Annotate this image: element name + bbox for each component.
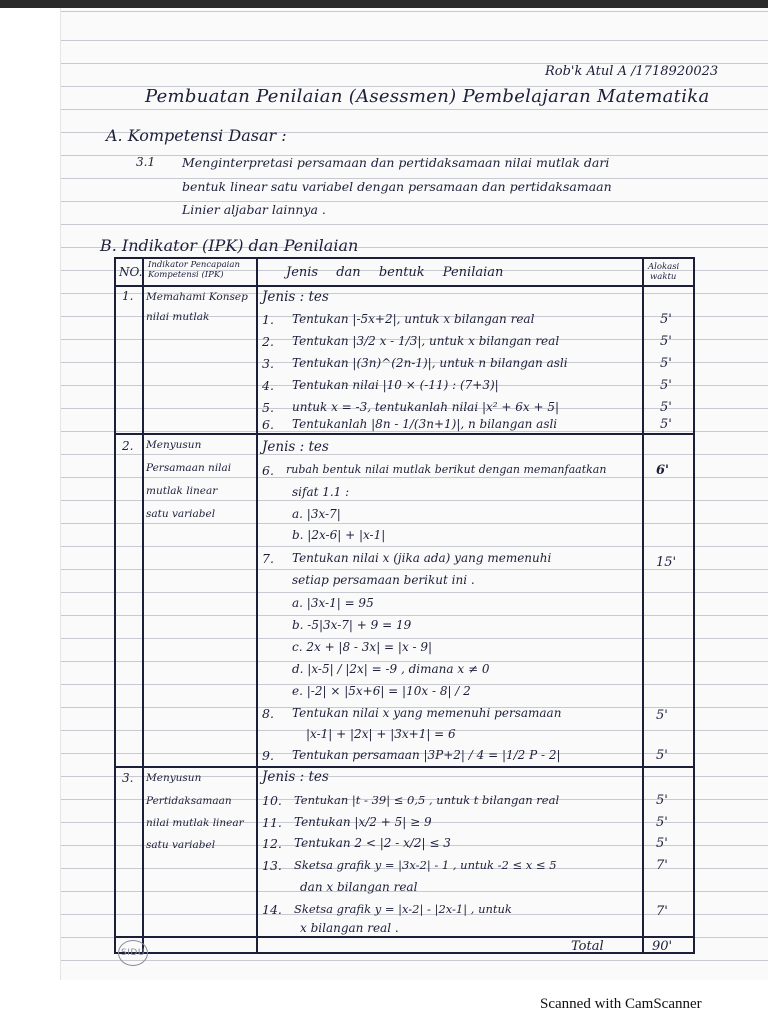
item-time: 5'	[660, 378, 672, 393]
ipk-line: Menyusun	[146, 439, 202, 451]
item-number: 14.	[262, 902, 282, 917]
item-time: 7'	[656, 858, 668, 873]
item-text: rubah bentuk nilai mutlak berikut dengan memanfaatkan	[286, 463, 607, 476]
item-time: 5'	[660, 334, 672, 349]
scanner-watermark: Scanned with CamScanner	[540, 996, 702, 1012]
ipk-line: Pertidaksamaan	[146, 795, 232, 807]
item-text: dan x bilangan real	[300, 880, 418, 894]
ipk-line: satu variabel	[146, 508, 216, 520]
item-number: 10.	[262, 793, 282, 808]
item-text: Tentukan |3/2 x - 1/3|, untuk x bilangan real	[292, 334, 560, 348]
total-divider	[116, 936, 693, 938]
item-time: 5'	[660, 400, 672, 415]
item-number: 7.	[262, 551, 274, 566]
paper-logo-stamp: SIDU	[118, 940, 148, 966]
total-value: 90'	[652, 939, 673, 954]
item-number: 6.	[262, 417, 274, 432]
section-a-heading: A. Kompetensi Dasar :	[106, 126, 287, 145]
item-number: 13.	[262, 858, 282, 873]
item-text: e. |-2| × |5x+6| = |10x - 8| / 2	[292, 684, 471, 698]
ipk-line: nilai mutlak linear	[146, 817, 244, 829]
author-signature: Rob'k Atul A /1718920023	[545, 64, 719, 79]
item-text: a. |3x-7|	[292, 507, 341, 521]
item-text: Tentukan |t - 39| ≤ 0,5 , untuk t bilangan real	[294, 793, 560, 807]
row-number: 1.	[122, 289, 134, 303]
assessment-table	[114, 257, 695, 954]
jenis-label: Jenis : tes	[262, 769, 329, 785]
item-time: 5'	[656, 708, 668, 723]
item-text: Tentukanlah |8n - 1/(3n+1)|, n bilangan asli	[292, 417, 558, 431]
header-alokasi-2: waktu	[650, 272, 677, 282]
item-text: Tentukan nilai x yang memenuhi persamaan	[292, 706, 562, 720]
item-text: |x-1| + |2x| + |3x+1| = 6	[306, 727, 456, 741]
item-text: untuk x = -3, tentukanlah nilai |x² + 6x + 5|	[292, 400, 560, 414]
item-number: 1.	[262, 312, 274, 327]
header-bentuk: Jenis dan bentuk Penilaian	[286, 265, 504, 280]
col-divider	[642, 259, 644, 952]
item-time: 7'	[656, 904, 668, 919]
item-number: 8.	[262, 706, 274, 721]
header-no: NO.	[119, 265, 143, 279]
item-number: 5.	[262, 400, 274, 415]
col-divider	[256, 259, 258, 952]
ipk-line: Menyusun	[146, 772, 202, 784]
kd-number: 3.1	[136, 155, 156, 169]
kd-line: Linier aljabar lainnya .	[182, 202, 326, 217]
item-time: 15'	[656, 555, 677, 570]
row-number: 3.	[122, 771, 134, 785]
item-text: Tentukan nilai x (jika ada) yang memenuhi	[292, 551, 552, 565]
ipk-line: nilai mutlak	[146, 311, 210, 323]
ipk-line: Persamaan nilai	[146, 462, 232, 474]
item-time: 5'	[656, 836, 668, 851]
item-text: x bilangan real .	[300, 921, 399, 935]
col-divider	[142, 259, 144, 952]
item-time: 6'	[656, 463, 670, 478]
top-dark-edge	[0, 0, 768, 8]
item-time: 5'	[660, 356, 672, 371]
item-number: 2.	[262, 334, 274, 349]
total-label: Total	[571, 939, 604, 954]
row-number: 2.	[122, 439, 134, 453]
item-text: c. 2x + |8 - 3x| = |x - 9|	[292, 640, 433, 654]
item-text: Tentukan nilai |10 × (-11) : (7+3)|	[292, 378, 499, 392]
item-text: Tentukan 2 < |2 - x/2| ≤ 3	[294, 836, 451, 850]
kd-line: Menginterpretasi persamaan dan pertidaksamaan nilai mutlak dari	[182, 155, 610, 170]
item-time: 5'	[660, 417, 672, 432]
item-time: 5'	[656, 815, 668, 830]
kd-line: bentuk linear satu variabel dengan persamaan dan pertidaksamaan	[182, 179, 612, 194]
page-title: Pembuatan Penilaian (Asessmen) Pembelajaran Matematika	[145, 86, 710, 107]
item-text: b. -5|3x-7| + 9 = 19	[292, 618, 412, 632]
item-text: b. |2x-6| + |x-1|	[292, 528, 386, 542]
item-time: 5'	[656, 793, 668, 808]
item-text: sifat 1.1 :	[292, 485, 350, 499]
header-alokasi-1: Alokasi	[648, 262, 680, 272]
item-text: Tentukan |-5x+2|, untuk x bilangan real	[292, 312, 535, 326]
row-divider	[116, 433, 693, 435]
item-text: Sketsa grafik y = |x-2| - |2x-1| , untuk	[294, 902, 512, 916]
item-number: 6.	[262, 463, 274, 478]
item-number: 12.	[262, 836, 282, 851]
item-text: d. |x-5| / |2x| = -9 , dimana x ≠ 0	[292, 662, 490, 676]
ipk-line: satu variabel	[146, 839, 216, 851]
item-time: 5'	[656, 748, 668, 763]
item-number: 11.	[262, 815, 282, 830]
item-text: Tentukan |x/2 + 5| ≥ 9	[294, 815, 432, 829]
jenis-label: Jenis : tes	[262, 289, 329, 305]
header-ipk-2: Kompetensi (IPK)	[148, 270, 224, 280]
ipk-line: Memahami Konsep	[146, 291, 248, 303]
item-number: 4.	[262, 378, 274, 393]
row-divider	[116, 766, 693, 768]
item-number: 9.	[262, 748, 274, 763]
section-b-heading: B. Indikator (IPK) dan Penilaian	[100, 236, 359, 255]
item-number: 3.	[262, 356, 274, 371]
item-text: Tentukan |(3n)^(2n-1)|, untuk n bilangan asli	[292, 356, 568, 370]
item-text: Sketsa grafik y = |3x-2| - 1 , untuk -2 ≤ x ≤ 5	[294, 858, 557, 872]
item-text: Tentukan persamaan |3P+2| / 4 = |1/2 P - 2|	[292, 748, 561, 762]
header-ipk-1: Indikator Pencapaian	[148, 260, 240, 270]
item-text: a. |3x-1| = 95	[292, 596, 374, 610]
ipk-line: mutlak linear	[146, 485, 218, 497]
item-text: setiap persamaan berikut ini .	[292, 573, 475, 587]
jenis-label: Jenis : tes	[262, 439, 329, 455]
item-time: 5'	[660, 312, 672, 327]
